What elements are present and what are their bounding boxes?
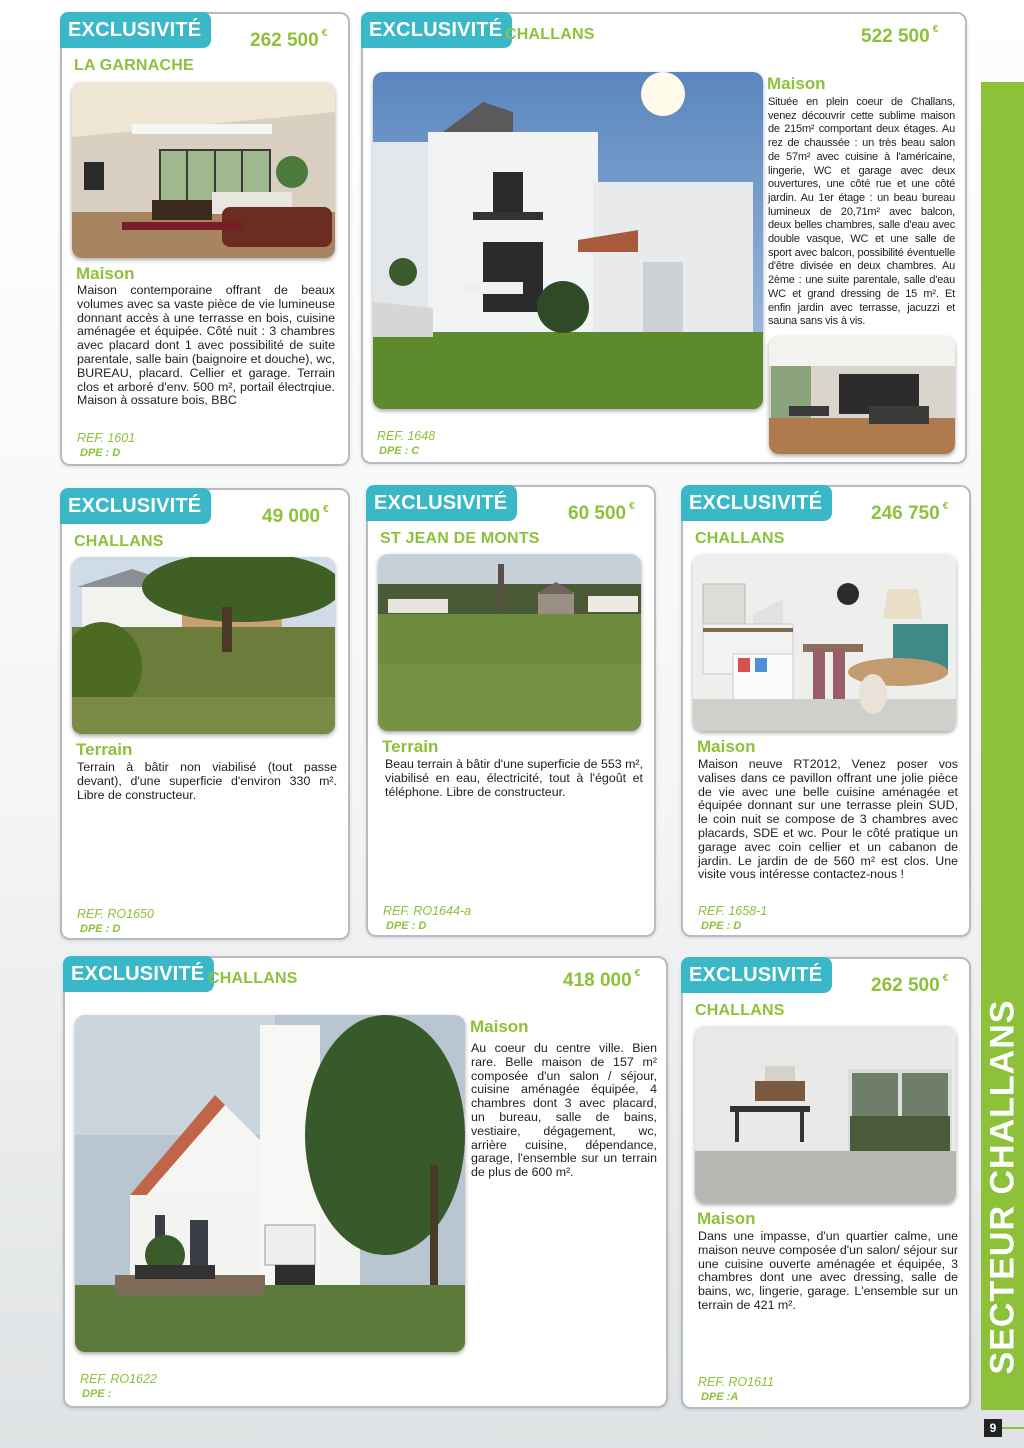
empty-room-photo	[695, 1026, 956, 1203]
city: CHALLANS	[695, 1002, 785, 1019]
property-type: Maison	[697, 737, 756, 756]
description: Beau terrain à bâtir d'une superficie de 553 m², viabilisé en eau, électricité, tout à l'égoût et téléphone. Libre de constructeur.	[385, 757, 643, 799]
energy-rating: DPE : D	[80, 447, 121, 459]
interior-photo	[769, 336, 955, 454]
reference: REF. 1648	[377, 429, 436, 443]
price: 522 500 €	[861, 24, 939, 47]
description: Maison neuve RT2012, Venez poser vos valises dans ce pavillon offrant une jolie pièce de vie avec une belle cuisine aménagée et équipée donnant sur une terrasse plein SUD, le coin nuit se compose de 3 chambres avec placards, SDE et wc. Pour le côté pratique un garage avec coin cellier et un cabanon de jardin. Le jardin de de 560 m² est clos. Une visite vous intéresse contactez-nous !	[698, 757, 958, 882]
description: Au coeur du centre ville. Bien rare. Belle maison de 157 m² composée d'un salon / séjour, cuisine aménagée équipée, 4 chambres dont 3 avec placard, un bureau, salle de bains, vestiaire, dégagement, wc, arrière cuisine, dépendance, garage, l'ensemble sur un terrain de plus de 600 m².	[471, 1041, 657, 1180]
exclusivity-badge: EXCLUSIVITÉ	[681, 957, 832, 993]
white-house-photo	[75, 1015, 465, 1352]
energy-rating: DPE : D	[80, 923, 121, 935]
listing-card-challans-262500[interactable]	[681, 957, 971, 1409]
energy-rating: DPE : D	[386, 920, 427, 932]
reference: REF. 1658-1	[698, 904, 768, 918]
living-room-photo	[72, 82, 335, 258]
sector-title: SECTEUR CHALLANS	[983, 999, 1021, 1375]
price: 262 500 €	[250, 28, 328, 51]
reference: REF. RO1622	[80, 1372, 157, 1386]
reference: REF. 1601	[77, 431, 136, 445]
property-type: Maison	[76, 264, 135, 283]
description: Située en plein coeur de Challans, venez découvrir cette sublime maison de 215m² comportant deux étages. Au rez de chaussée : un très beau salon de 57m² avec cuisine à l'américaine, lingerie, WC et garage avec deux ouvertures, une côté rue et une côté jardin. Au 1er étage : un beau bureau lumineux de 20,71m² avec balcon, deux belles chambres, salle d'eau avec double vasque, WC et une salle de sport avec balcon, possibilité éventuelle d'être divisée en deux chambres. Au 2ème : une suite parentale, salle d'eau WC et grand dressing de 15 m². Et enfin jardin avec terrasse, jacuzzi et sauna sans vis à vis.	[768, 96, 955, 328]
listing-card-st-jean-de-monts[interactable]	[366, 485, 656, 937]
exclusivity-badge: EXCLUSIVITÉ	[681, 485, 832, 521]
city: LA GARNACHE	[74, 57, 194, 74]
garden-land-photo	[72, 557, 335, 734]
exclusivity-badge: EXCLUSIVITÉ	[63, 956, 214, 992]
energy-rating: DPE :A	[701, 1391, 739, 1403]
exclusivity-badge: EXCLUSIVITÉ	[361, 12, 512, 48]
city: CHALLANS	[74, 533, 164, 550]
page-number-rule	[1002, 1427, 1024, 1429]
description: Terrain à bâtir non viabilisé (tout passe devant), d'une superficie d'environ 330 m². Libre de constructeur.	[77, 760, 337, 802]
energy-rating: DPE : D	[701, 920, 742, 932]
property-type: Maison	[767, 74, 826, 93]
listing-card-la-garnache[interactable]	[60, 12, 350, 466]
city: CHALLANS	[505, 26, 595, 43]
description: Dans une impasse, d'un quartier calme, une maison neuve composée d'un salon/ séjour sur une cuisine ouverte aménagée et équipée, 3 chambres dont une avec dressing, salle de bains, wc, lingerie, garage. L'ensemble sur un terrain de 421 m².	[698, 1229, 958, 1312]
energy-rating: DPE :	[82, 1388, 112, 1400]
page-number: 9	[984, 1419, 1002, 1437]
price: 418 000 €	[563, 968, 641, 991]
reference: REF. RO1650	[77, 907, 154, 921]
reference: REF. RO1611	[698, 1375, 774, 1389]
house-exterior-photo	[373, 72, 763, 409]
exclusivity-badge: EXCLUSIVITÉ	[366, 485, 517, 521]
property-type: Maison	[470, 1017, 529, 1036]
price: 49 000 €	[262, 504, 329, 527]
price: 262 500 €	[871, 973, 949, 996]
property-type: Terrain	[76, 740, 133, 759]
exclusivity-badge: EXCLUSIVITÉ	[60, 488, 211, 524]
listing-card-challans-522500[interactable]	[361, 12, 967, 464]
field-land-photo	[378, 554, 641, 731]
price: 60 500 €	[568, 501, 635, 524]
energy-rating: DPE : C	[379, 445, 420, 457]
listing-card-challans-246750[interactable]	[681, 485, 971, 937]
city: CHALLANS	[695, 530, 785, 547]
kitchen-photo	[693, 554, 956, 731]
listing-card-challans-49000[interactable]	[60, 488, 350, 940]
property-type: Maison	[697, 1209, 756, 1228]
price: 246 750 €	[871, 501, 949, 524]
city: ST JEAN DE MONTS	[380, 530, 540, 547]
city: CHALLANS	[208, 970, 298, 987]
property-type: Terrain	[382, 737, 439, 756]
description: Maison contemporaine offrant de beaux volumes avec sa vaste pièce de vie lumineuse donnant accès à une terrasse en bois, cuisine aménagée et équipée. Côté nuit : 3 chambres avec placard dont 1 avec possibilité de suite parentale, salle bain (baignoire et douche), wc, BUREAU, placard. Cellier et garage. Terrain clos et arboré d'env. 500 m², portail électrqiue. Maison à ossature bois, BBC	[77, 283, 335, 408]
exclusivity-badge: EXCLUSIVITÉ	[60, 12, 211, 48]
reference: REF. RO1644-a	[383, 904, 472, 918]
listing-card-challans-418000[interactable]	[63, 956, 668, 1408]
